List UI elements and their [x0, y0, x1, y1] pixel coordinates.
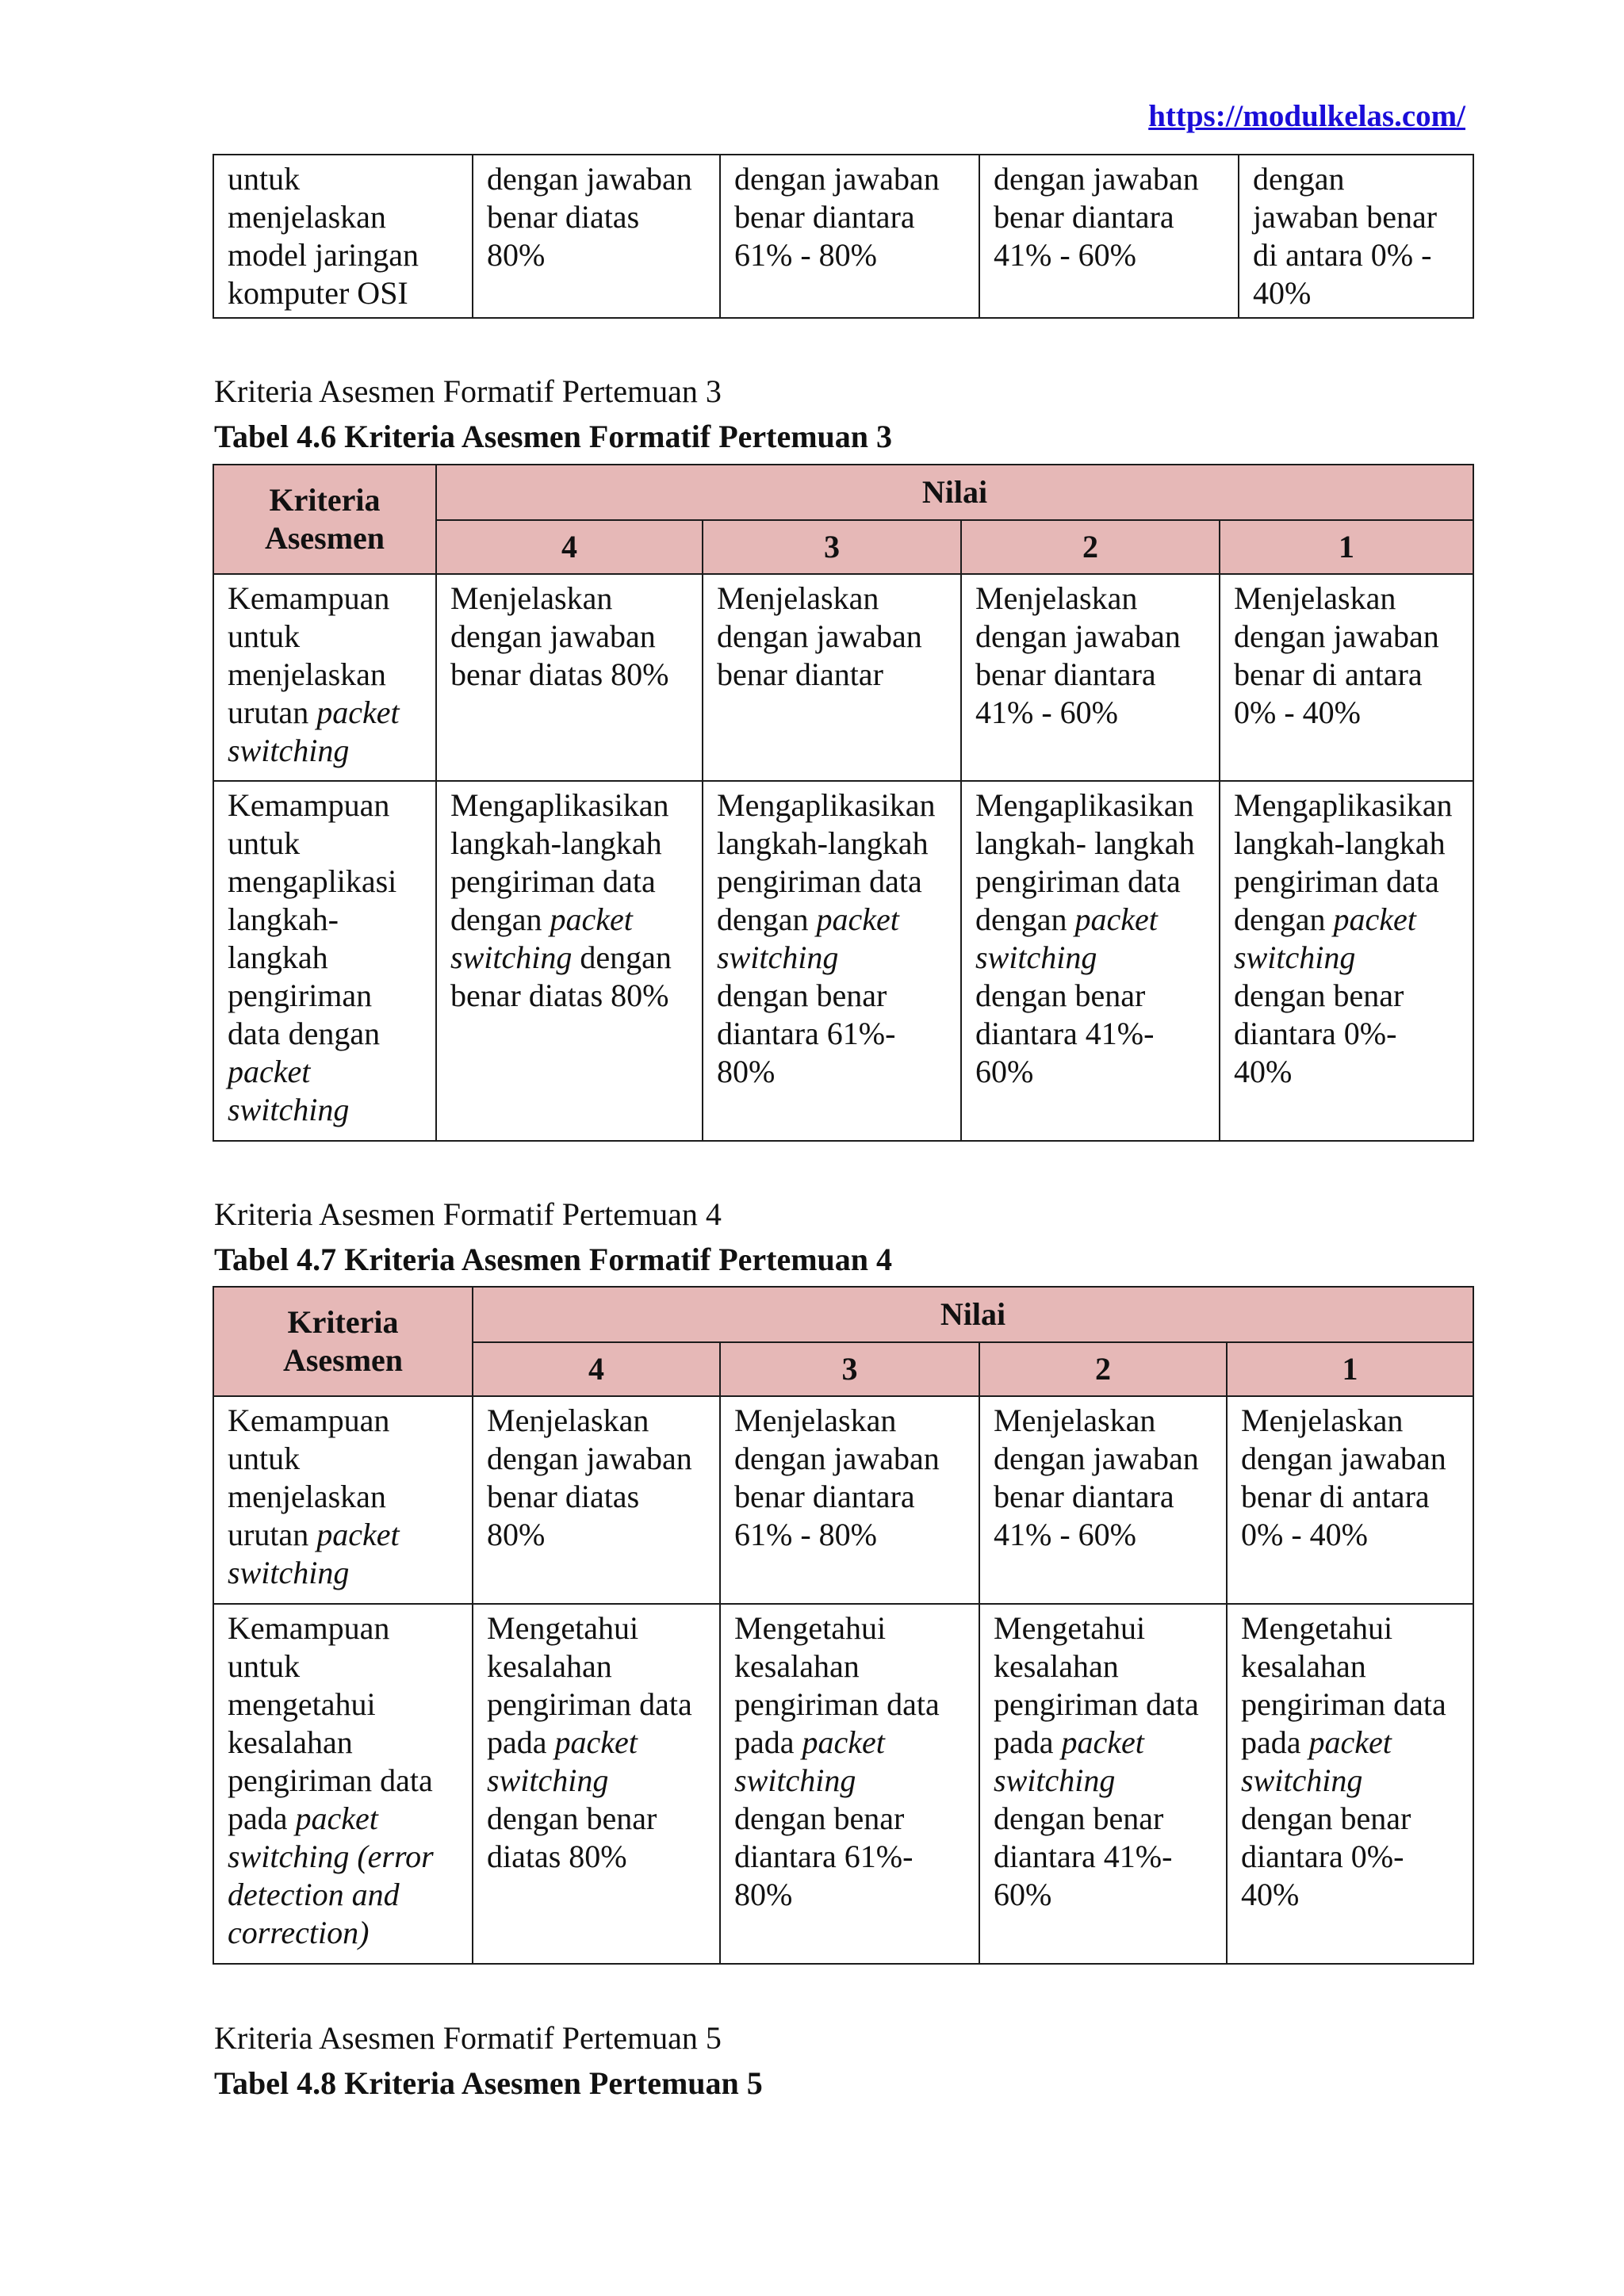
criteria-cell [213, 574, 436, 781]
criteria-cell [213, 1396, 473, 1604]
score-2-cell [979, 1604, 1227, 1964]
cell-text: dengan benar diantara 0%- 40% [1241, 1800, 1411, 1912]
criteria-text: Kemampuan untuk menjelaskan urutan [228, 580, 390, 730]
criteria-cell [213, 1604, 473, 1964]
score-header-2: 2 [961, 520, 1220, 574]
table-4-6-caption: Tabel 4.6 Kriteria Asesmen Formatif Pertemuan 3 [214, 419, 893, 454]
table-header-row [213, 465, 1473, 520]
table-header-row [213, 1287, 1473, 1342]
section-4-subheading: Kriteria Asesmen Formatif Pertemuan 4 [214, 1196, 722, 1232]
score-3-cell [703, 781, 961, 1141]
cell-text: dengan benar diantara 41%- 60% [975, 978, 1155, 1089]
score-4-cell: Menjelaskan dengan jawaban benar diatas 80% [473, 1396, 720, 1604]
cell-italic-text: packet switching [734, 1724, 885, 1798]
cell-text: dengan benar diatas 80% [487, 1800, 657, 1874]
score-2-cell: Menjelaskan dengan jawaban benar diantara 41% - 60% [961, 574, 1220, 781]
criteria-cell: untuk menjelaskan model jaringan komputer OSI [213, 155, 473, 318]
criteria-header: Kriteria Asesmen [213, 465, 436, 574]
criteria-italic-text: packet switching (error detection and correction) [228, 1800, 434, 1950]
cell-text: Mengetahui kesalahan pengiriman data pada [994, 1610, 1199, 1760]
cell-text: dengan benar diantara 61%- 80% [734, 1800, 914, 1912]
score-1-cell: Menjelaskan dengan jawaban benar di antara 0% - 40% [1227, 1396, 1473, 1604]
table-4-7-caption: Tabel 4.7 Kriteria Asesmen Formatif Pertemuan 4 [214, 1242, 893, 1277]
score-1-cell [1220, 781, 1473, 1141]
criteria-italic-text: packet switching [228, 695, 400, 768]
score-header-1: 1 [1220, 520, 1473, 574]
section-5-subheading: Kriteria Asesmen Formatif Pertemuan 5 [214, 2020, 722, 2056]
criteria-text: Kemampuan untuk menjelaskan urutan [228, 1402, 390, 1552]
table-row [213, 574, 1473, 781]
cell-italic-text: packet switching [717, 901, 899, 975]
section-3-subheading: Kriteria Asesmen Formatif Pertemuan 3 [214, 373, 722, 409]
table-row [213, 781, 1473, 1141]
score-2-cell: dengan jawaban benar diantara 41% - 60% [979, 155, 1239, 318]
table-4-8-caption: Tabel 4.8 Kriteria Asesmen Pertemuan 5 [214, 2065, 763, 2101]
table-row [213, 1604, 1473, 1964]
cell-text: Mengaplikasikan langkah-langkah pengiriman data dengan [1234, 787, 1453, 937]
score-4-cell: dengan jawaban benar diatas 80% [473, 155, 720, 318]
cell-italic-text: packet switching [1241, 1724, 1392, 1798]
table-row [213, 155, 1473, 318]
score-3-cell [720, 1604, 979, 1964]
cell-text: Mengaplikasikan langkah-langkah pengiriman data dengan [717, 787, 936, 937]
score-3-cell: dengan jawaban benar diantara 61% - 80% [720, 155, 979, 318]
cell-text: Mengaplikasikan langkah- langkah pengiriman data dengan [975, 787, 1195, 937]
cell-italic-text: packet switching [975, 901, 1158, 975]
cell-italic-text: packet switching [450, 901, 633, 975]
cell-text: Mengetahui kesalahan pengiriman data pada [487, 1610, 692, 1760]
score-1-cell: dengan jawaban benar di antara 0% - 40% [1239, 155, 1473, 318]
score-1-cell: Menjelaskan dengan jawaban benar di antara 0% - 40% [1220, 574, 1473, 781]
table-4-7 [213, 1286, 1474, 1965]
table-4-5-continuation [213, 154, 1474, 319]
cell-text: Mengetahui kesalahan pengiriman data pada [1241, 1610, 1446, 1760]
cell-text: dengan benar diantara 61%- 80% [717, 978, 896, 1089]
score-header-3: 3 [720, 1342, 979, 1396]
score-4-cell [436, 781, 703, 1141]
cell-italic-text: packet switching [994, 1724, 1144, 1798]
table-row [213, 1396, 1473, 1604]
score-header-1: 1 [1227, 1342, 1473, 1396]
score-header-4: 4 [436, 520, 703, 574]
criteria-italic-text: packet switching [228, 1517, 400, 1590]
cell-text: dengan benar diantara 0%- 40% [1234, 978, 1404, 1089]
score-header-2: 2 [979, 1342, 1227, 1396]
table-4-6 [213, 464, 1474, 1142]
cell-text: dengan benar diatas 80% [450, 939, 672, 1013]
score-header-3: 3 [703, 520, 961, 574]
criteria-text: Kemampuan untuk mengaplikasi langkah- langkah pengiriman data dengan [228, 787, 397, 1051]
criteria-text: Kemampuan untuk mengetahui kesalahan pengiriman data pada [228, 1610, 433, 1836]
cell-text: dengan benar diantara 41%- 60% [994, 1800, 1173, 1912]
score-header-4: 4 [473, 1342, 720, 1396]
cell-text: Mengaplikasikan langkah-langkah pengiriman data dengan [450, 787, 669, 937]
score-3-cell: Menjelaskan dengan jawaban benar diantara 61% - 80% [720, 1396, 979, 1604]
score-4-cell: Menjelaskan dengan jawaban benar diatas 80% [436, 574, 703, 781]
score-2-cell [961, 781, 1220, 1141]
source-url-link[interactable]: https://modulkelas.com/ [1148, 99, 1465, 133]
nilai-header: Nilai [473, 1287, 1473, 1342]
cell-italic-text: packet switching [487, 1724, 638, 1798]
criteria-cell [213, 781, 436, 1141]
score-4-cell [473, 1604, 720, 1964]
criteria-italic-text: packet switching [228, 1054, 350, 1127]
score-1-cell [1227, 1604, 1473, 1964]
score-3-cell: Menjelaskan dengan jawaban benar diantar [703, 574, 961, 781]
criteria-header: Kriteria Asesmen [213, 1287, 473, 1396]
score-2-cell: Menjelaskan dengan jawaban benar diantara 41% - 60% [979, 1396, 1227, 1604]
cell-text: Mengetahui kesalahan pengiriman data pada [734, 1610, 940, 1760]
nilai-header: Nilai [436, 465, 1473, 520]
cell-italic-text: packet switching [1234, 901, 1416, 975]
